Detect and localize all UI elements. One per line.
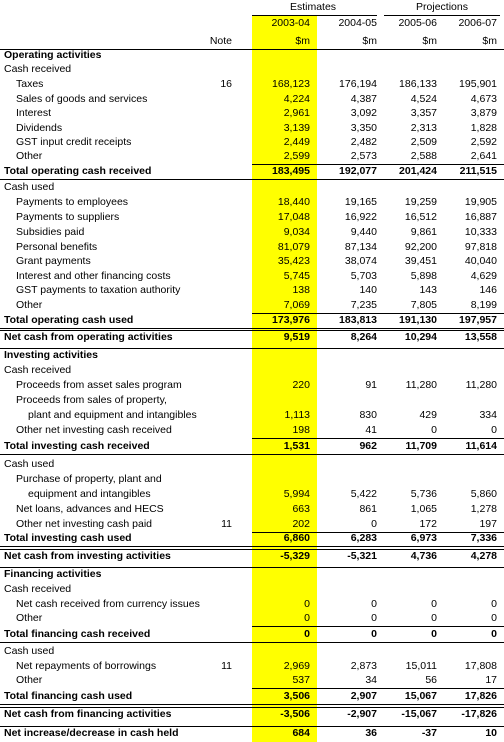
value-cell: 0 [304, 598, 310, 610]
row-label: Other net investing cash paid [16, 518, 152, 530]
item-row [0, 598, 504, 612]
value-cell: 143 [419, 284, 437, 296]
row-label: Other [16, 150, 43, 162]
item-row [0, 674, 504, 688]
value-cell: 2,873 [350, 660, 377, 672]
row-label: Interest and other financing costs [16, 270, 171, 282]
row-label: Other [16, 612, 43, 624]
row-label: Net loans, advances and HECS [16, 503, 164, 515]
value-cell: 16,887 [464, 211, 497, 223]
value-cell: 0 [491, 424, 497, 436]
value-cell: 537 [292, 674, 310, 686]
value-cell: 6,860 [283, 532, 310, 544]
subtotal-rule [252, 688, 504, 689]
value-cell: 140 [359, 284, 377, 296]
value-cell: -17,826 [461, 708, 497, 720]
row-label: Net cash received from currency issues [16, 598, 200, 610]
subtotal-rule [252, 438, 504, 439]
row-label: Total operating cash received [4, 165, 152, 177]
value-cell: 220 [292, 379, 310, 391]
unit-header-3: $m [482, 35, 497, 47]
sub-row [0, 63, 504, 77]
value-cell: 3,506 [283, 690, 310, 702]
value-cell: 197 [479, 518, 497, 530]
value-cell: 11,709 [405, 440, 437, 452]
value-cell: 962 [359, 440, 377, 452]
value-cell: 3,350 [350, 122, 377, 134]
projections-heading: Projections [416, 1, 468, 13]
item-row [0, 424, 504, 438]
section-row [0, 349, 504, 363]
value-cell: 87,134 [344, 241, 377, 253]
value-cell: 11,280 [465, 379, 497, 391]
value-cell: 8,264 [350, 331, 377, 343]
value-cell: 11,280 [405, 379, 437, 391]
value-cell: 1,278 [470, 503, 497, 515]
value-cell: 830 [359, 409, 377, 421]
item-row [0, 211, 504, 225]
value-cell: -3,506 [280, 708, 310, 720]
year-header-0: 2003-04 [271, 17, 310, 29]
row-label: Personal benefits [16, 241, 98, 253]
section-row [0, 568, 504, 582]
value-cell: 176,194 [339, 78, 377, 90]
net-row [0, 331, 504, 345]
row-label: Total investing cash used [4, 532, 132, 544]
value-cell: 6,283 [350, 532, 377, 544]
year-header-2: 2005-06 [398, 17, 437, 29]
value-cell: 11,614 [465, 440, 497, 452]
value-cell: 1,828 [470, 122, 497, 134]
item-row [0, 270, 504, 284]
row-label: Purchase of property, plant and [16, 473, 162, 485]
value-cell: 198 [292, 424, 310, 436]
row-label: GST payments to taxation authority [16, 284, 181, 296]
value-cell: 16,922 [344, 211, 377, 223]
total-rule [0, 328, 504, 329]
row-label: Investing activities [4, 349, 98, 361]
value-cell: 92,200 [404, 241, 437, 253]
item-row [0, 518, 504, 532]
value-cell: 3,139 [283, 122, 310, 134]
value-cell: 0 [431, 598, 437, 610]
value-cell: 36 [365, 727, 377, 739]
value-cell: 3,879 [470, 107, 497, 119]
section-rule [0, 348, 504, 349]
value-cell: 5,736 [410, 488, 437, 500]
value-cell: 0 [371, 612, 377, 624]
value-cell: -37 [421, 727, 437, 739]
sub-row [0, 364, 504, 378]
sub-row [0, 458, 504, 472]
value-cell: 2,641 [470, 150, 497, 162]
row-label: Financing activities [4, 568, 102, 580]
value-cell: 1,113 [284, 409, 310, 421]
value-cell: 17,808 [464, 660, 497, 672]
value-cell: 183,813 [339, 314, 377, 326]
value-cell: 684 [292, 727, 310, 739]
item-row [0, 226, 504, 240]
total-row [0, 165, 504, 179]
row-label: Other net investing cash received [16, 424, 172, 436]
value-cell: 0 [491, 628, 497, 640]
row-label: GST input credit receipts [16, 136, 132, 148]
item-row [0, 409, 504, 423]
value-cell: 7,235 [350, 299, 377, 311]
value-cell: 173,976 [272, 314, 310, 326]
value-cell: 2,573 [350, 150, 377, 162]
row-label: Net increase/decrease in cash held [4, 727, 179, 739]
value-cell: 663 [292, 503, 310, 515]
value-cell: 2,509 [410, 136, 437, 148]
row-label: Cash received [4, 63, 72, 75]
value-cell: 40,040 [464, 255, 497, 267]
estimates-underline [252, 15, 377, 16]
value-cell: 15,067 [404, 690, 437, 702]
value-cell: 19,165 [344, 196, 377, 208]
value-cell: 202 [292, 518, 310, 530]
item-row [0, 241, 504, 255]
sub2-row [0, 473, 504, 487]
value-cell: 9,519 [283, 331, 310, 343]
value-cell: 81,079 [277, 241, 310, 253]
value-cell: -5,321 [347, 550, 377, 562]
value-cell: 7,805 [410, 299, 437, 311]
value-cell: 2,313 [410, 122, 437, 134]
item-row [0, 488, 504, 502]
value-cell: 9,034 [283, 226, 310, 238]
value-cell: 2,907 [350, 690, 377, 702]
value-cell: 0 [431, 424, 437, 436]
row-label: Cash used [4, 181, 55, 193]
total-rule [0, 454, 504, 455]
subtotal-rule [252, 626, 504, 627]
item-row [0, 93, 504, 107]
value-cell: 0 [304, 628, 310, 640]
row-label: Dividends [16, 122, 63, 134]
row-label: Cash used [4, 645, 55, 657]
value-cell: 172 [419, 518, 437, 530]
net-row [0, 727, 504, 741]
row-label: Proceeds from sales of property, [16, 394, 167, 406]
projections-underline [384, 15, 500, 16]
note-ref: 11 [221, 518, 232, 530]
value-cell: 9,440 [350, 226, 377, 238]
item-row [0, 196, 504, 210]
value-cell: 186,133 [399, 78, 437, 90]
section-rule [0, 567, 504, 568]
value-cell: 4,629 [470, 270, 497, 282]
sub2-row [0, 394, 504, 408]
row-label: Net cash from financing activities [4, 708, 172, 720]
value-cell: 2,969 [283, 660, 310, 672]
value-cell: 191,130 [399, 314, 437, 326]
item-row [0, 284, 504, 298]
total-row [0, 532, 504, 546]
net-row [0, 550, 504, 564]
row-label: Payments to employees [16, 196, 129, 208]
row-label: Cash received [4, 364, 72, 376]
value-cell: 4,524 [410, 93, 437, 105]
value-cell: 17 [485, 674, 497, 686]
note-ref: 11 [221, 660, 232, 672]
year-header-1: 2004-05 [338, 17, 377, 29]
row-label: Subsidies paid [16, 226, 85, 238]
year-header-3: 2006-07 [458, 17, 497, 29]
value-cell: 5,898 [410, 270, 437, 282]
value-cell: 4,736 [410, 550, 437, 562]
value-cell: 861 [359, 503, 377, 515]
sub-row [0, 583, 504, 597]
value-cell: 7,336 [470, 532, 497, 544]
value-cell: 0 [491, 612, 497, 624]
value-cell: 138 [292, 284, 310, 296]
value-cell: 9,861 [410, 226, 437, 238]
item-row [0, 107, 504, 121]
value-cell: 211,515 [459, 165, 497, 177]
value-cell: 0 [371, 598, 377, 610]
row-label: Interest [16, 107, 52, 119]
value-cell: 0 [371, 628, 377, 640]
value-cell: 2,449 [283, 136, 310, 148]
total-row [0, 628, 504, 642]
value-cell: 5,745 [283, 270, 310, 282]
value-cell: 192,077 [339, 165, 377, 177]
value-cell: 18,440 [277, 196, 310, 208]
row-label: Net cash from investing activities [4, 550, 171, 562]
value-cell: 0 [304, 612, 310, 624]
value-cell: 168,123 [272, 78, 310, 90]
value-cell: 4,673 [470, 93, 497, 105]
total-rule [0, 704, 504, 705]
value-cell: 34 [365, 674, 377, 686]
value-cell: 201,424 [399, 165, 437, 177]
value-cell: 4,278 [470, 550, 497, 562]
value-cell: 19,259 [404, 196, 437, 208]
value-cell: -5,329 [280, 550, 310, 562]
section-rule [0, 330, 504, 331]
item-row [0, 503, 504, 517]
item-row [0, 612, 504, 626]
item-row [0, 299, 504, 313]
section-rule [0, 549, 504, 550]
value-cell: 39,451 [404, 255, 437, 267]
total-row [0, 440, 504, 454]
row-label: Total financing cash used [4, 690, 133, 702]
value-cell: 5,422 [350, 488, 377, 500]
value-cell: 4,224 [283, 93, 310, 105]
value-cell: 41 [365, 424, 377, 436]
net-row [0, 708, 504, 722]
estimates-heading: Estimates [289, 1, 337, 13]
row-label: Other [16, 299, 43, 311]
value-cell: 1,531 [283, 440, 310, 452]
section-row [0, 49, 504, 63]
value-cell: 0 [491, 598, 497, 610]
value-cell: 17,048 [277, 211, 310, 223]
item-row [0, 255, 504, 269]
note-header: Note [209, 35, 232, 47]
value-cell: 56 [425, 674, 437, 686]
row-label: Net cash from operating activities [4, 331, 173, 343]
value-cell: 13,558 [464, 331, 497, 343]
value-cell: 2,592 [470, 136, 497, 148]
row-label: Proceeds from asset sales program [16, 379, 182, 391]
value-cell: 2,599 [283, 150, 310, 162]
total-rule [0, 546, 504, 547]
value-cell: 2,482 [350, 136, 377, 148]
row-label: Total investing cash received [4, 440, 150, 452]
unit-header-1: $m [362, 35, 377, 47]
item-row [0, 136, 504, 150]
value-cell: 8,199 [470, 299, 497, 311]
value-cell: 38,074 [344, 255, 377, 267]
value-cell: -15,067 [401, 708, 437, 720]
total-rule [0, 642, 504, 643]
value-cell: 17,826 [464, 690, 497, 702]
value-cell: 6,973 [410, 532, 437, 544]
row-label: Total operating cash used [4, 314, 134, 326]
value-cell: 97,818 [464, 241, 497, 253]
note-ref: 16 [220, 78, 232, 90]
row-label: Other [16, 674, 43, 686]
total-row [0, 314, 504, 328]
value-cell: 195,901 [459, 78, 497, 90]
value-cell: 146 [479, 284, 497, 296]
value-cell: 0 [431, 628, 437, 640]
total-row [0, 690, 504, 704]
row-label: Cash used [4, 458, 55, 470]
value-cell: 0 [371, 518, 377, 530]
value-cell: 3,357 [410, 107, 437, 119]
value-cell: 4,387 [350, 93, 377, 105]
unit-header-2: $m [422, 35, 437, 47]
value-cell: 15,011 [405, 660, 437, 672]
value-cell: 0 [431, 612, 437, 624]
value-cell: 10,333 [464, 226, 497, 238]
row-label: Sales of goods and services [16, 93, 148, 105]
row-label: Net repayments of borrowings [16, 660, 157, 672]
value-cell: 2,588 [410, 150, 437, 162]
value-cell: 3,092 [350, 107, 377, 119]
section-rule [0, 707, 504, 708]
item-row [0, 379, 504, 393]
value-cell: 197,957 [459, 314, 497, 326]
value-cell: 2,961 [283, 107, 310, 119]
row-label: Operating activities [4, 49, 102, 61]
value-cell: 5,703 [350, 270, 377, 282]
sub-row [0, 645, 504, 659]
section-rule [0, 726, 504, 727]
total-rule [0, 179, 504, 180]
row-label: equipment and intangibles [28, 488, 151, 500]
item-row [0, 150, 504, 164]
row-label: Cash received [4, 583, 72, 595]
value-cell: 10,294 [404, 331, 437, 343]
value-cell: 19,905 [464, 196, 497, 208]
unit-header-0: $m [295, 35, 310, 47]
sub-row [0, 181, 504, 195]
value-cell: 10 [485, 727, 497, 739]
value-cell: 5,994 [283, 488, 310, 500]
value-cell: 35,423 [277, 255, 310, 267]
row-label: Grant payments [16, 255, 91, 267]
row-label: Total financing cash received [4, 628, 151, 640]
value-cell: 429 [419, 409, 437, 421]
value-cell: -2,907 [347, 708, 377, 720]
value-cell: 5,860 [470, 488, 497, 500]
item-row [0, 660, 504, 674]
row-label: plant and equipment and intangibles [28, 409, 197, 421]
row-label: Taxes [16, 78, 44, 90]
row-label: Payments to suppliers [16, 211, 120, 223]
value-cell: 183,495 [272, 165, 310, 177]
value-cell: 1,065 [410, 503, 437, 515]
value-cell: 334 [479, 409, 497, 421]
value-cell: 91 [365, 379, 377, 391]
value-cell: 7,069 [283, 299, 310, 311]
item-row [0, 78, 504, 92]
item-row [0, 122, 504, 136]
value-cell: 16,512 [404, 211, 437, 223]
